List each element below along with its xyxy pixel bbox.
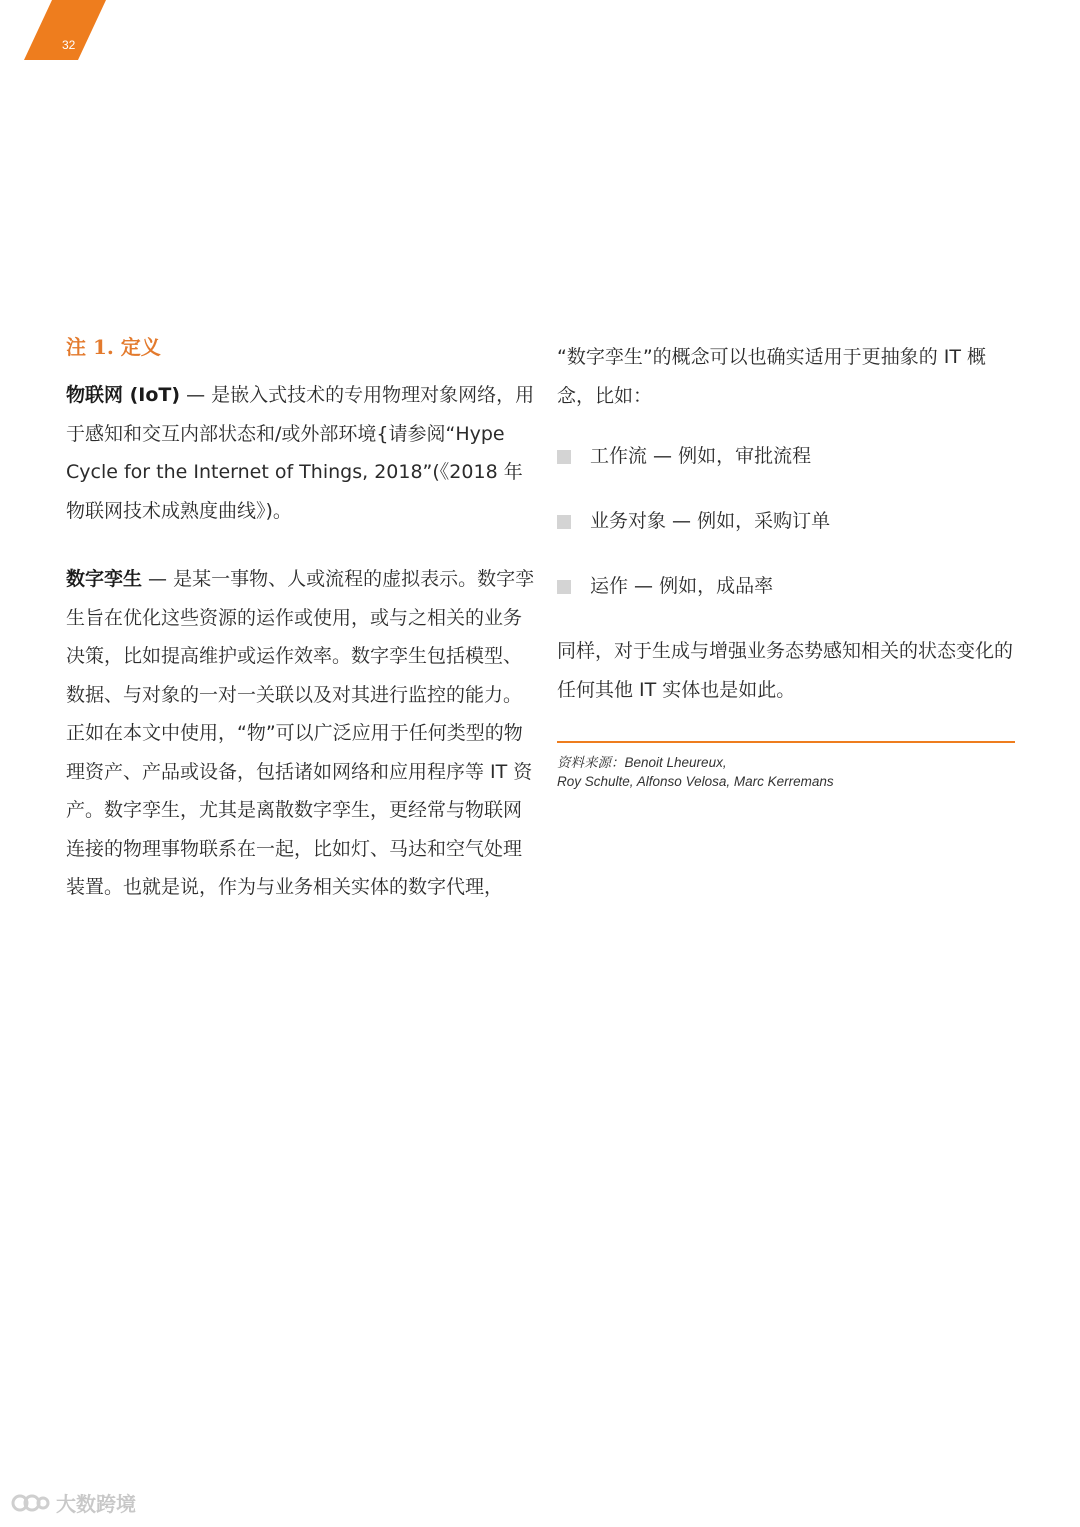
source-line-2: Roy Schulte, Alfonso Velosa, Marc Kerremans: [557, 774, 834, 789]
digital-twin-text: — 是某一事物、人或流程的虚拟表示。数字孪生旨在优化这些资源的运作或使用，或与之相关的业务决策，比如提高维护或运作效率。数字孪生包括模型、数据、与对象的一对一关联以及对其进行监控的能力。正如在本文中使用，“物”可以广泛应用于任何类型的物理资产、产品或设备，包括诸如网络和应用程序等 IT 资产。数字孪生，尤其是离散数字孪生，更经常与物联网连接的物理事物联系在一起，比如灯、马达和空气处理装置。也就是说，作为与业务相关实体的数字代理，: [66, 568, 535, 898]
iot-text: — 是嵌入式技术的专用物理对象网络，用于感知和交互内部状态和/或外部环境{请参阅“Hype Cycle for the Internet of Things, 2018”(《2018 年物联网技术成熟度曲线》)。: [66, 384, 535, 522]
page-number: 32: [62, 38, 76, 52]
source-line-1: 资料来源：Benoit Lheureux,: [557, 755, 727, 770]
iot-term: 物联网 (IoT): [66, 384, 181, 406]
source-citation: [557, 753, 1017, 791]
square-bullet-icon: [557, 580, 571, 594]
note-title: 注 1. 定义: [66, 335, 161, 359]
bullet-list: [557, 437, 1017, 605]
right-closing: 同样，对于生成与增强业务态势感知相关的状态变化的任何其他 IT 实体也是如此。: [557, 640, 1014, 701]
bullet-item: 运作 — 例如，成品率: [557, 567, 1017, 605]
source-divider: [557, 741, 1015, 743]
bullet-item: 工作流 — 例如，审批流程: [557, 437, 1017, 475]
digital-twin-definition: [66, 560, 536, 907]
left-column: [66, 330, 536, 907]
watermark-logo-icon: [10, 1491, 50, 1515]
square-bullet-icon: [557, 515, 571, 529]
watermark: [10, 1488, 136, 1517]
iot-definition: [66, 376, 536, 530]
digital-twin-term: 数字孪生: [66, 568, 143, 590]
right-intro: “数字孪生”的概念可以也确实适用于更抽象的 IT 概念，比如：: [557, 346, 986, 407]
right-column: [557, 338, 1017, 791]
watermark-text: 大数跨境: [56, 1492, 136, 1516]
bullet-item: 业务对象 — 例如，采购订单: [557, 502, 1017, 540]
square-bullet-icon: [557, 450, 571, 464]
